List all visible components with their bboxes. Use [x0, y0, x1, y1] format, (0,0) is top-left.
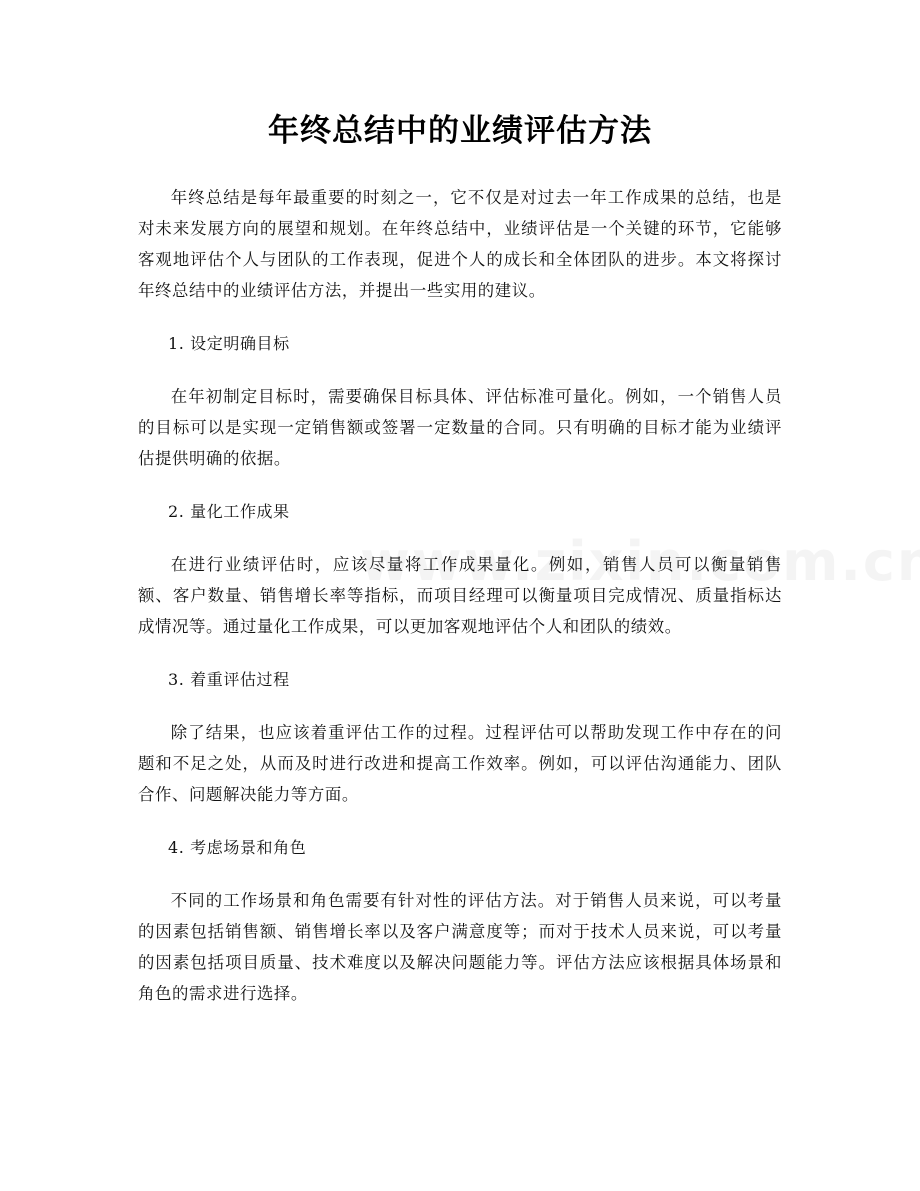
document-title: 年终总结中的业绩评估方法	[268, 113, 652, 149]
document-body	[138, 182, 782, 1009]
section-body-4: 不同的工作场景和角色需要有针对性的评估方法。对于销售人员来说，可以考量的因素包括销售额、销售增长率以及客户满意度等；而对于技术人员来说，可以考量的因素包括项目质量、技术难度以及解决问题能力等。评估方法应该根据具体场景和角色的需求进行选择。	[138, 891, 782, 1003]
intro-paragraph: 年终总结是每年最重要的时刻之一，它不仅是对过去一年工作成果的总结，也是对未来发展方向的展望和规划。在年终总结中，业绩评估是一个关键的环节，它能够客观地评估个人与团队的工作表现，促进个人的成长和全体团队的进步。本文将探讨年终总结中的业绩评估方法，并提出一些实用的建议。	[138, 188, 782, 300]
section-heading-1: 1. 设定明确目标	[168, 334, 290, 353]
section-heading-4: 4. 考虑场景和角色	[168, 838, 307, 857]
section-body-1: 在年初制定目标时，需要确保目标具体、评估标准可量化。例如，一个销售人员的目标可以是实现一定销售额或签署一定数量的合同。只有明确的目标才能为业绩评估提供明确的依据。	[138, 387, 782, 468]
section-heading-2: 2. 量化工作成果	[168, 502, 290, 521]
section-body-3: 除了结果，也应该着重评估工作的过程。过程评估可以帮助发现工作中存在的问题和不足之处，从而及时进行改进和提高工作效率。例如，可以评估沟通能力、团队合作、问题解决能力等方面。	[138, 723, 782, 804]
section-heading-3: 3. 着重评估过程	[168, 670, 290, 689]
section-body-2: 在进行业绩评估时，应该尽量将工作成果量化。例如，销售人员可以衡量销售额、客户数量、销售增长率等指标，而项目经理可以衡量项目完成情况、质量指标达成情况等。通过量化工作成果，可以更加客观地评估个人和团队的绩效。	[138, 555, 782, 636]
